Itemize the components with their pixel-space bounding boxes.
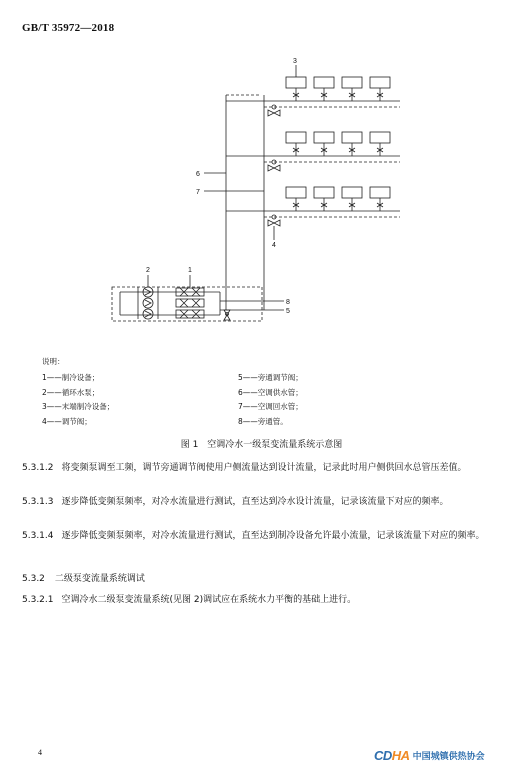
label-terminal: 3	[293, 58, 297, 65]
clause-number: 5.3.1.3	[22, 497, 54, 507]
legend-item: 5——旁通调节阀；	[238, 373, 303, 382]
brand-logo-main: CD	[374, 748, 392, 763]
terminal-units-row-3	[286, 187, 390, 211]
clause-number: 5.3.1.4	[22, 531, 54, 541]
legend-item: 8——旁通管。	[238, 416, 288, 426]
figure-caption: 图 1 空调冷水一级泵变流量系统示意图	[180, 440, 343, 450]
legend-item: 6——空调供水管；	[238, 387, 303, 397]
label-chiller: 1	[188, 267, 192, 274]
floor-branch-3	[226, 211, 400, 217]
brand-footer	[374, 748, 485, 763]
label-bypass-valve: 5	[286, 308, 290, 315]
legend-item: 4——调节阀；	[42, 416, 92, 426]
clause-text: 空调冷水二级泵变流量系统(见图 2)调试应在系统水力平衡的基础上进行。	[61, 595, 357, 605]
branch-regulating-valves	[268, 105, 280, 240]
page-number: 4	[38, 748, 42, 757]
label-regulating-valve: 4	[272, 242, 276, 249]
section-heading	[22, 571, 145, 584]
legend-item: 3——末端制冷设备；	[42, 402, 115, 411]
label-supply-pipe: 6	[196, 171, 200, 178]
clause-number: 5.3.1.2	[22, 463, 54, 473]
legend-left	[42, 371, 114, 429]
legend-title: 说明：	[42, 357, 65, 366]
clause-text: 将变频泵调至工频，调节旁通调节阀使用户侧流量达到设计流量，记录此时用户侧供回水总管压差值。	[61, 463, 467, 473]
bypass-valve	[224, 310, 230, 320]
terminal-units-row-1	[286, 77, 390, 101]
legend-item: 2——循环水泵；	[42, 387, 100, 397]
paragraph-5-3-1-4	[22, 528, 508, 545]
paragraph-5-3-2-1	[22, 592, 508, 609]
terminal-units-row-2	[286, 132, 390, 156]
legend-item: 7——空调回水管；	[238, 402, 303, 411]
clause-text: 逐步降低变频泵频率，对冷水流量进行测试，直至达到冷水设计流量，记录该流量下对应的频率。	[61, 497, 449, 507]
paragraph-5-3-1-2	[22, 460, 508, 477]
standard-number: GB/T 35972—2018	[22, 22, 115, 34]
legend-item: 1——制冷设备；	[42, 373, 100, 382]
floor-branch-1	[226, 101, 400, 107]
section-title: 二级泵变流量系统调试	[54, 574, 145, 584]
brand-logo-accent: HA	[391, 748, 410, 763]
label-return-pipe: 7	[196, 189, 200, 196]
brand-name: 中国城镇供热协会	[412, 752, 485, 762]
clause-text: 逐步降低变频泵频率，对冷水流量进行测试，直至达到制冷设备允许最小流量，记录该流量下对应的频率。	[61, 531, 485, 541]
clause-number: 5.3.2.1	[22, 595, 54, 605]
section-number: 5.3.2	[22, 574, 45, 584]
chillers	[176, 288, 204, 318]
brand-logo	[374, 748, 410, 763]
legend-right	[238, 371, 303, 429]
label-pump: 2	[146, 267, 150, 274]
floor-branch-2	[226, 156, 400, 162]
label-bypass-pipe: 8	[286, 299, 290, 306]
system-diagram	[100, 55, 400, 327]
paragraph-5-3-1-3	[22, 494, 508, 511]
